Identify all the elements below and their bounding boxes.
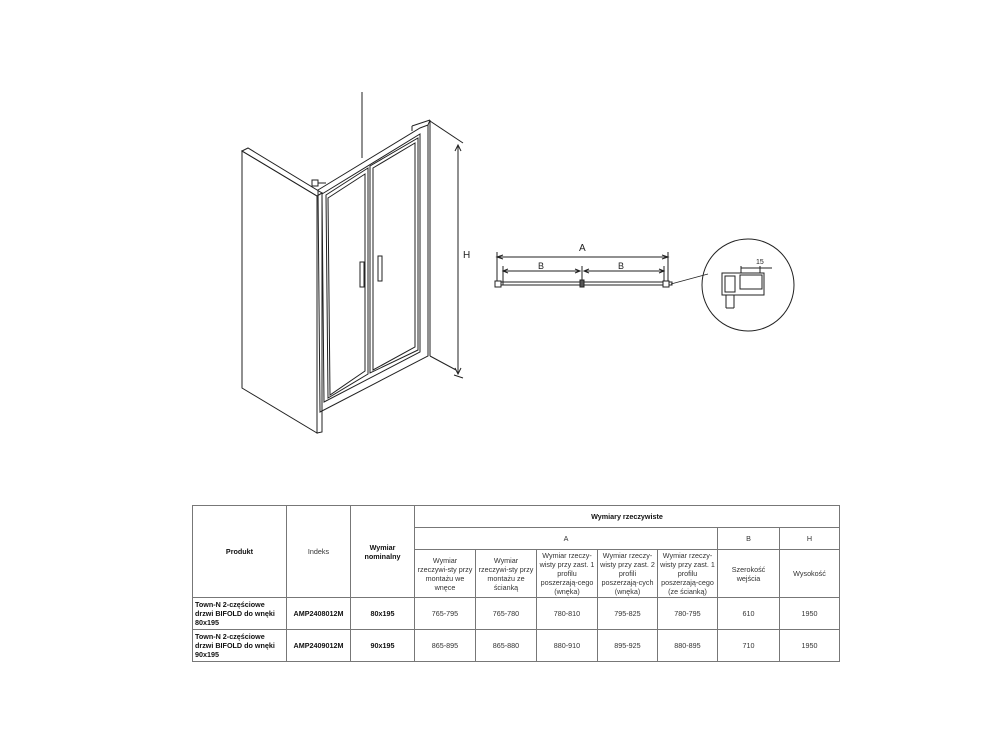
header-a-sub: Wymiar rzeczywi-sty przy montażu we wnęce: [415, 550, 476, 598]
cell-product: Town-N 2-częściowe drzwi BIFOLD do wnęki 90x195: [193, 630, 287, 662]
cell-product: Town-N 2-częściowe drzwi BIFOLD do wnęki 80x195: [193, 598, 287, 630]
dimension-b-right-label: B: [618, 261, 625, 271]
dimension-b-left-label: B: [538, 261, 545, 271]
height-label: H: [463, 250, 471, 261]
detail-dimension-label: 15: [756, 259, 764, 266]
cell-a: 880-910: [537, 630, 598, 662]
header-a-sub: Wymiar rzeczy-wisty przy zast. 2 profili poszerzają-cych (wnęka): [598, 550, 658, 598]
cell-a: 780-810: [537, 598, 598, 630]
cell-a: 795-825: [598, 598, 658, 630]
dimension-a-label: A: [579, 243, 586, 254]
cell-a: 865-895: [415, 630, 476, 662]
cell-b: 610: [718, 598, 780, 630]
cell-b: 710: [718, 630, 780, 662]
cell-nominal: 80x195: [351, 598, 415, 630]
cell-a: 765-795: [415, 598, 476, 630]
header-group-h: H: [780, 528, 840, 550]
top-fitting: [312, 180, 326, 186]
cell-h: 1950: [780, 598, 840, 630]
cell-index: AMP2408012M: [287, 598, 351, 630]
handle-icon: [360, 262, 364, 287]
cell-h: 1950: [780, 630, 840, 662]
cell-a: 895-925: [598, 630, 658, 662]
side-panel: [242, 148, 322, 433]
cell-index: AMP2409012M: [287, 630, 351, 662]
header-a-sub: Wymiar rzeczy-wisty przy zast. 1 profilu poszerzają-cego (wnęka): [537, 550, 598, 598]
wall-edge: [430, 356, 456, 370]
cell-nominal: 90x195: [351, 630, 415, 662]
header-index: Indeks: [287, 506, 351, 598]
cell-a: 880-895: [658, 630, 718, 662]
plan-view: [495, 252, 708, 287]
spec-table: [192, 505, 840, 662]
cell-a: 780-795: [658, 598, 718, 630]
header-a-sub: Wymiar rzeczywi-sty przy montażu ze ścianką: [476, 550, 537, 598]
table-row: [193, 598, 840, 630]
cell-a: 765-780: [476, 598, 537, 630]
header-group-b: B: [718, 528, 780, 550]
header-actual: Wymiary rzeczywiste: [415, 506, 840, 528]
table-row: [193, 630, 840, 662]
header-h-sub: Wysokość: [780, 550, 840, 598]
header-b-sub: Szerokość wejścia: [718, 550, 780, 598]
profile-detail: [702, 239, 794, 331]
height-dimension: [430, 121, 463, 378]
cell-a: 865-880: [476, 630, 537, 662]
header-a-sub: Wymiar rzeczy-wisty przy zast. 1 profilu poszerzają-cego (ze ścianką): [658, 550, 718, 598]
handle-icon: [378, 256, 382, 281]
door-handles: [360, 256, 382, 287]
header-group-a: A: [415, 528, 718, 550]
header-product: Produkt: [193, 506, 287, 598]
header-nominal: Wymiar nominalny: [351, 506, 415, 598]
